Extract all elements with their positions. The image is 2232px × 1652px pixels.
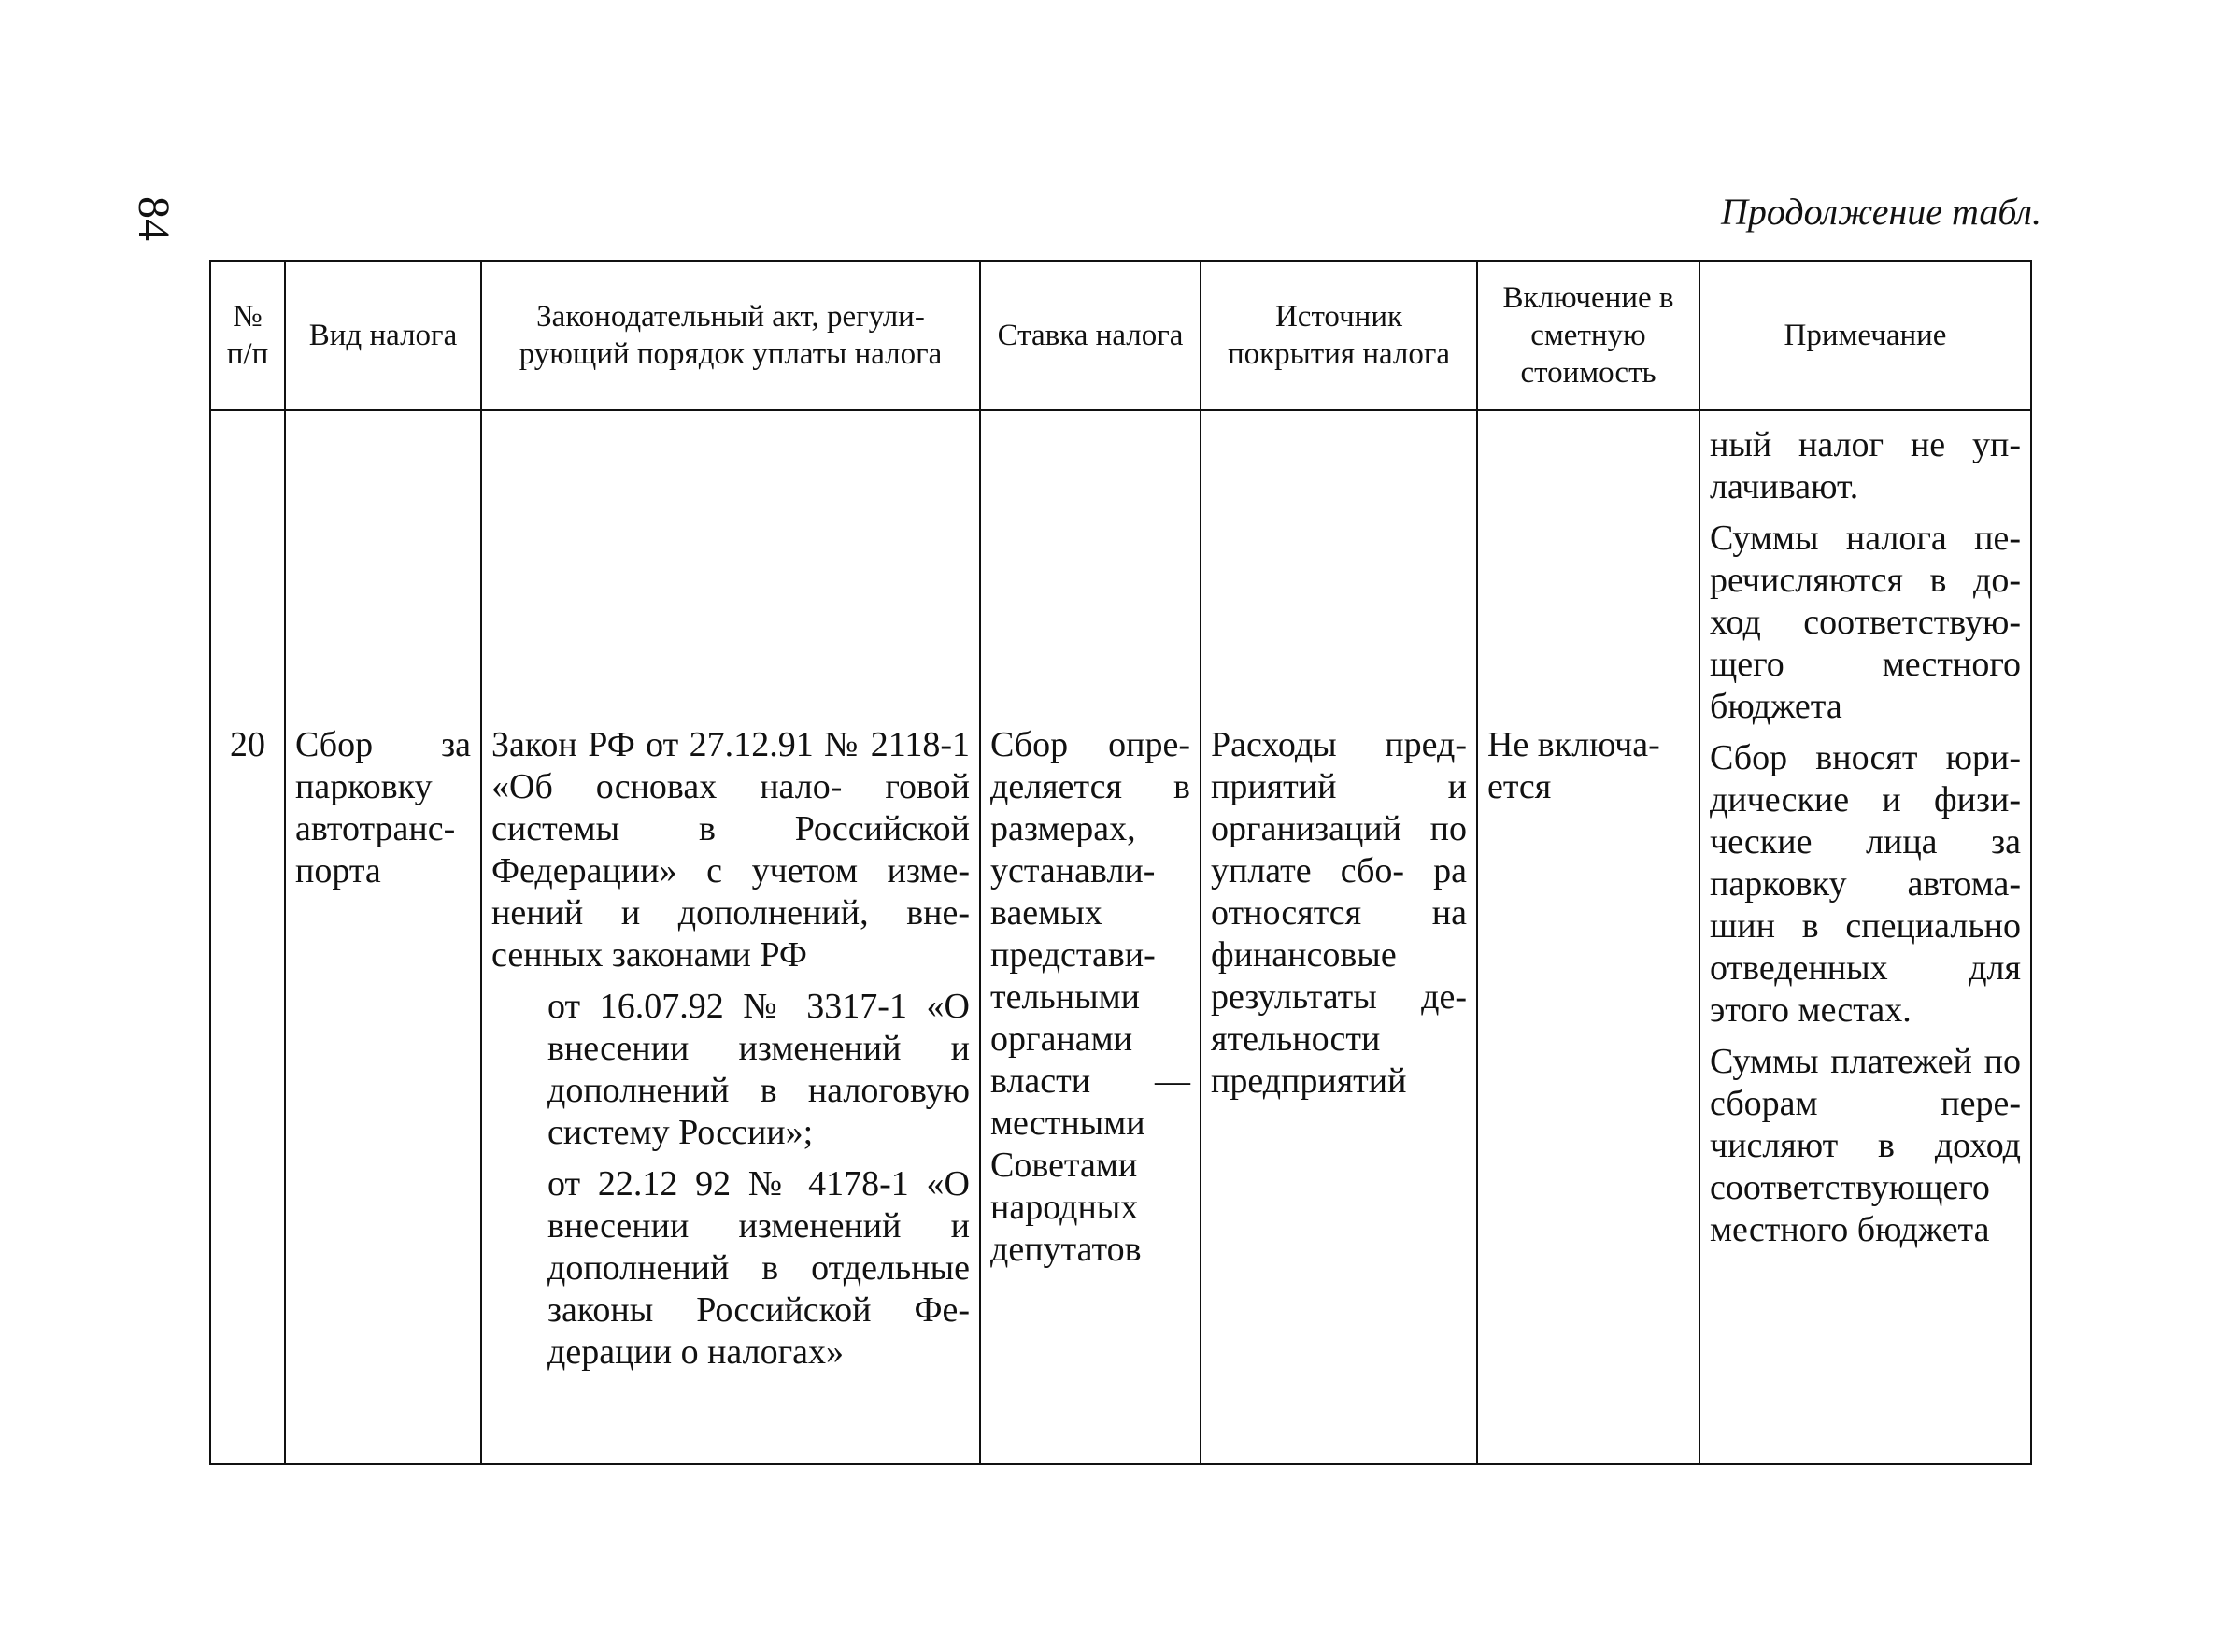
page-number: 84 (129, 196, 178, 241)
notes-prev-budget: Суммы налога пе- речисляются в до- ход соответствую- щего местного бюджета (1710, 519, 2021, 726)
notes-payers: Сбор вносят юри- дические и физи- ческие лица за парковку автома- шин в специально отведенных для этого местах. (1710, 738, 2021, 1030)
cell-inclusion (1477, 410, 1699, 1464)
header-rate: Ставка налога (980, 261, 1201, 410)
table-header-row (210, 261, 2031, 410)
table-row (210, 410, 2031, 1464)
header-source: Источник покрытия налога (1201, 261, 1477, 410)
header-notes: Примечание (1699, 261, 2031, 410)
rate-text: Сбор опре- деляется в размерах, устанавли- ваемых представи- тельными органами власти — местными Советами народных депутатов (990, 725, 1190, 1269)
cell-notes (1699, 410, 2031, 1464)
continuation-label: Продолжение табл. (1720, 191, 2041, 233)
legal-act-amendment-2: от 22.12 92 № 4178-1 «О внесении изменений и дополнений в отдельные законы Российской Фе- дерации о налогах» (547, 1164, 970, 1372)
source-text: Расходы пред- приятий и организаций по уплате сбо- ра относятся на финансовые результаты де- ятельности предприятий (1211, 725, 1467, 1101)
header-tax-type: Вид налога (285, 261, 481, 410)
legal-act-main: Закон РФ от 27.12.91 № 2118-1 «Об основах нало- говой системы в Российской Федерации» с учетом изме- нений и дополнений, вне- сенных законами РФ (491, 725, 970, 975)
legal-act-amendment-1: от 16.07.92 № 3317-1 «О внесении изменений и дополнений в налоговую систему России»; (547, 987, 970, 1152)
inclusion-text: Не включа- ется (1487, 725, 1660, 806)
header-inclusion: Включение в сметную стоимость (1477, 261, 1699, 410)
notes-payments: Суммы платежей по сборам пере- числяют в доход соответствующего местного бюджета (1710, 1042, 2021, 1249)
cell-num (210, 410, 285, 1464)
cell-rate (980, 410, 1201, 1464)
legal-act-block (491, 411, 970, 1374)
cell-tax-type (285, 410, 481, 1464)
header-legal-act: Законодательный акт, регули- рующий порядок уплаты налога (481, 261, 980, 410)
tax-table (209, 260, 2032, 1465)
header-num: № п/п (210, 261, 285, 410)
row-num: 20 (230, 725, 265, 764)
cell-source (1201, 410, 1477, 1464)
notes-carry-over: ный налог не уп- лачивают. (1710, 425, 2021, 506)
notes-block (1710, 411, 2021, 1251)
tax-type-text: Сбор за парковку автотранс- порта (295, 725, 471, 890)
cell-legal-act (481, 410, 980, 1464)
